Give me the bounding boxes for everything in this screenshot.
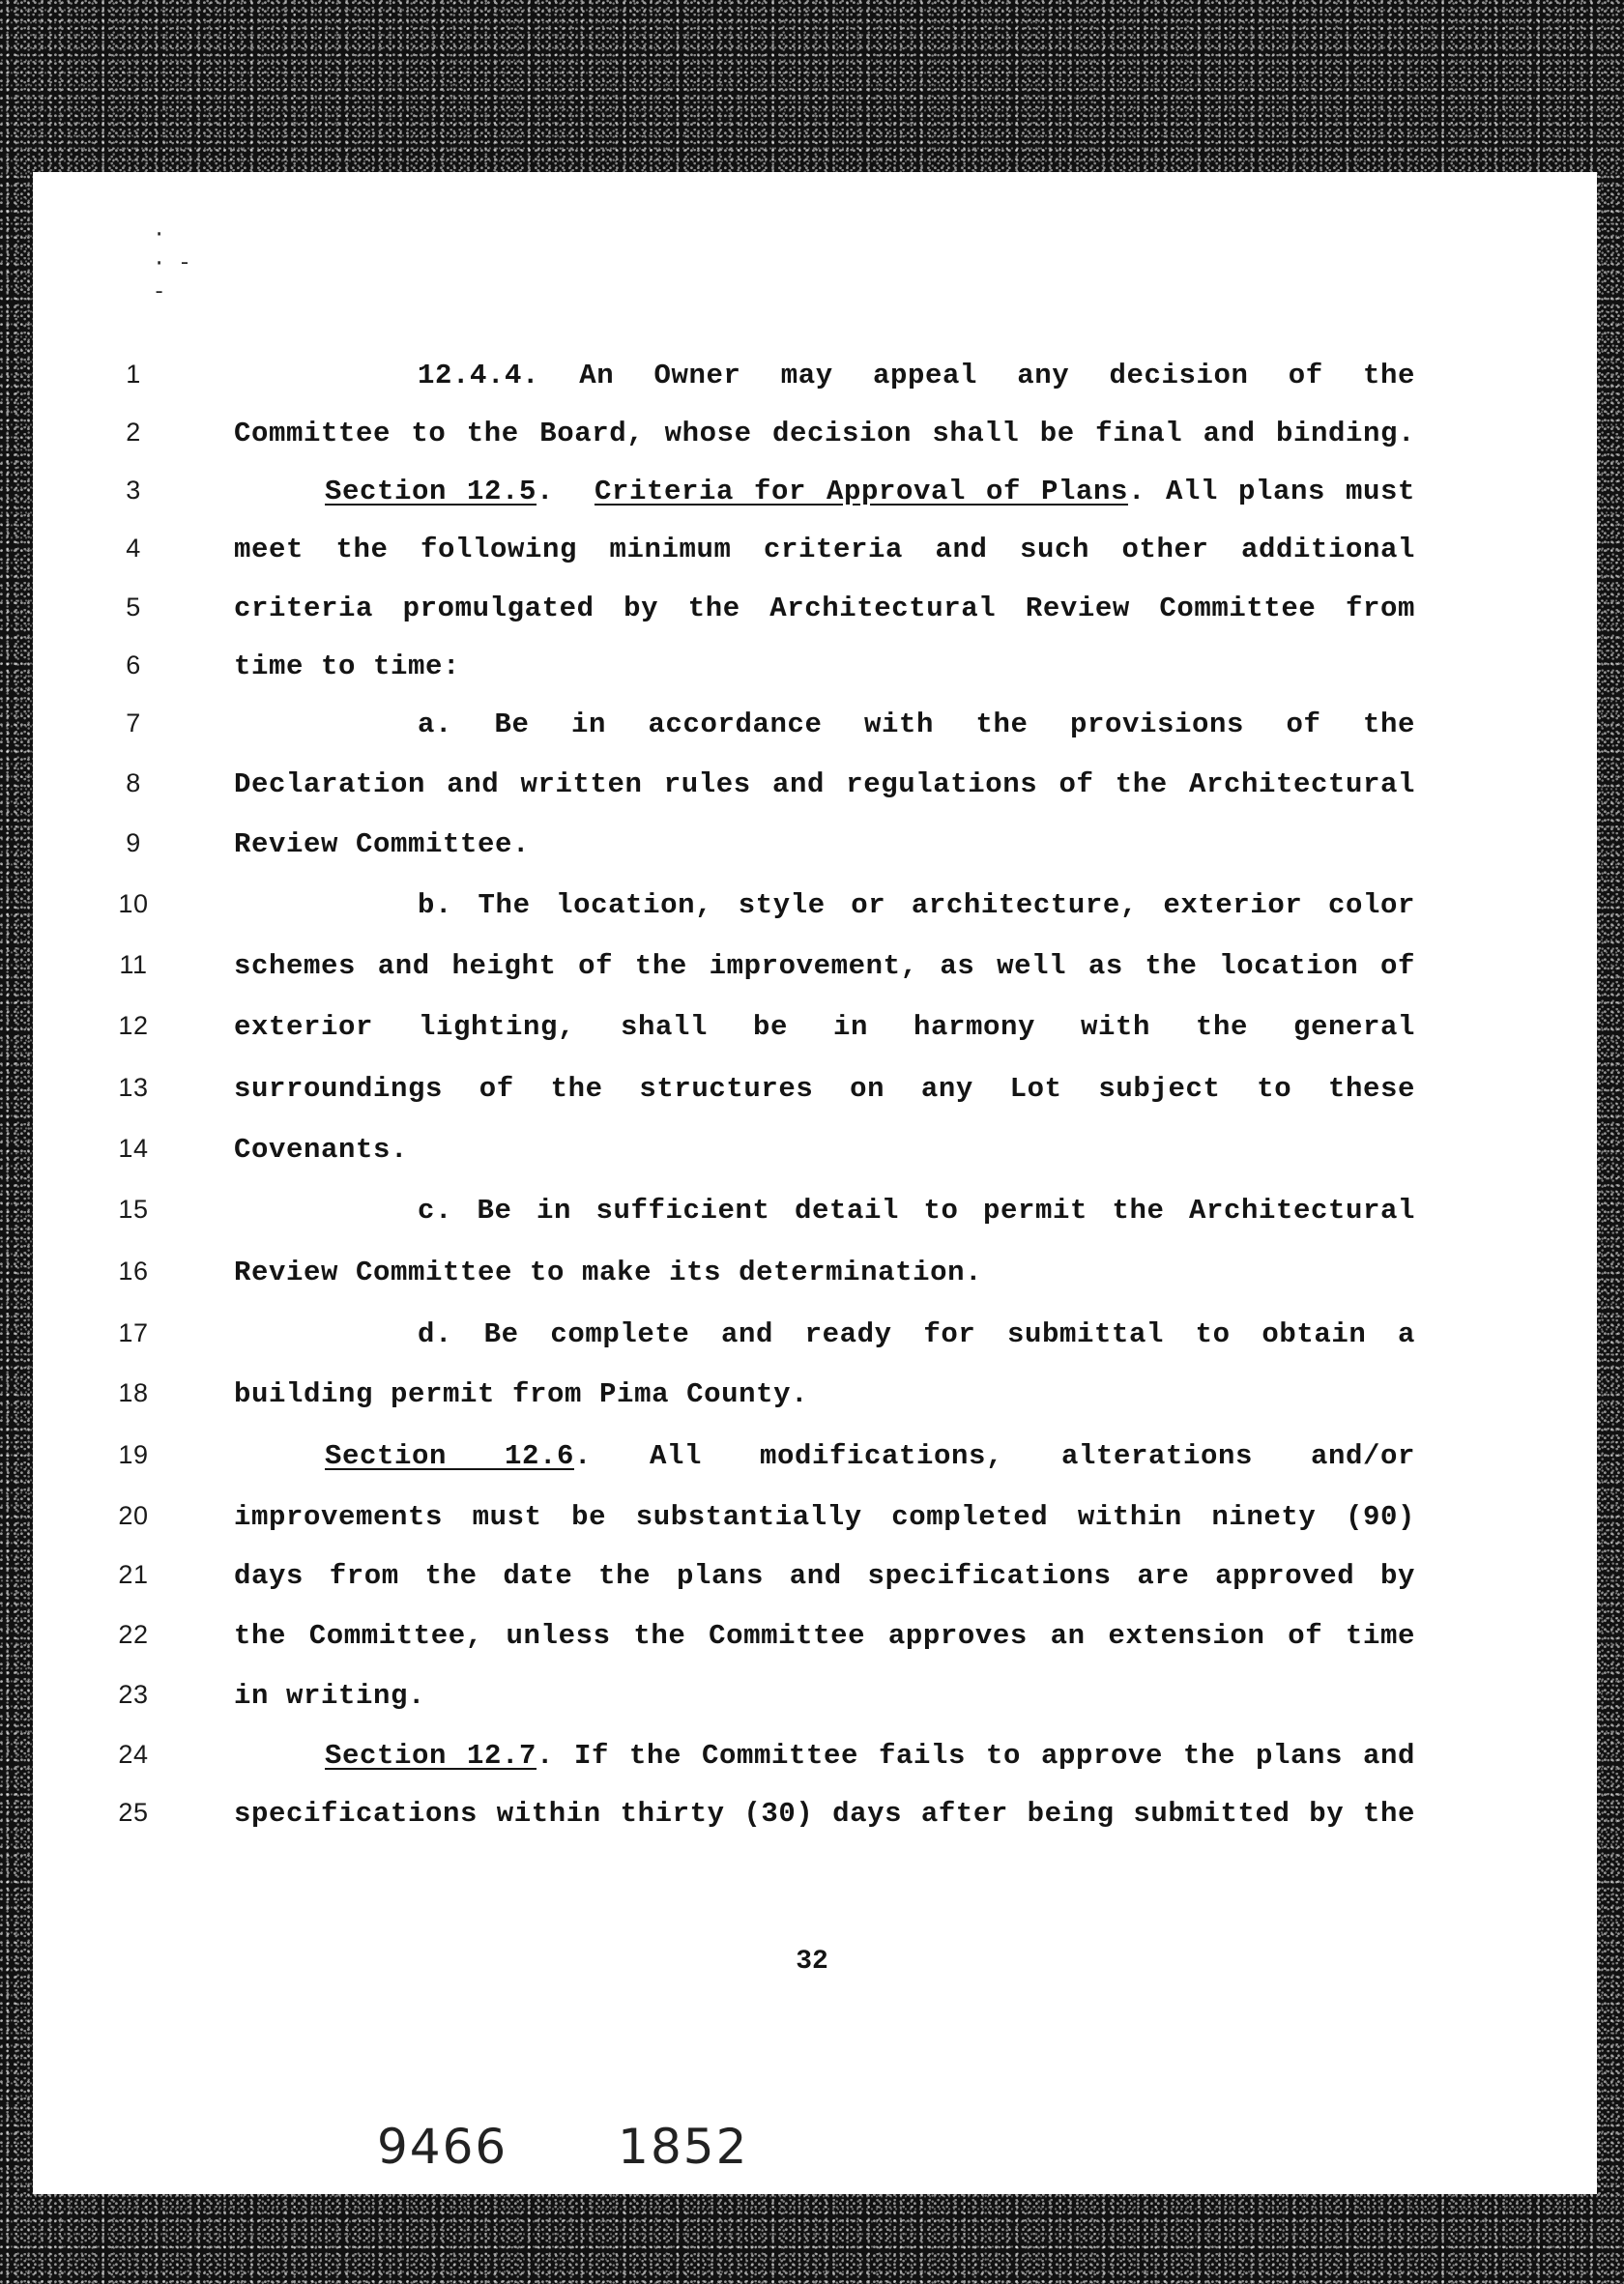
line-number: 16 [118, 1257, 149, 1286]
line-number: 1 [126, 360, 141, 389]
line-number: 24 [118, 1740, 149, 1769]
line-number: 19 [118, 1440, 149, 1469]
recording-book: 9466 [377, 2119, 508, 2175]
line-number: 25 [118, 1798, 149, 1827]
section-heading: Section 12.6 [325, 1440, 574, 1472]
line-number: 14 [118, 1134, 149, 1163]
line-text: c. Be in sufficient detail to permit the Architectural [418, 1195, 1415, 1227]
line-text: Declaration and written rules and regulations of the Architectural [234, 768, 1415, 800]
document-line [0, 1257, 1624, 1295]
document-line [0, 360, 1624, 398]
line-text: schemes and height of the improvement, as well as the location of [234, 950, 1415, 982]
line-number: 6 [126, 651, 141, 679]
line-text: improvements must be substantially completed within ninety (90) [234, 1501, 1415, 1533]
line-text: Review Committee to make its determination. [234, 1257, 983, 1288]
margin-mark: · [153, 222, 166, 246]
line-number: 10 [118, 889, 149, 918]
line-text: d. Be complete and ready for submittal to obtain a [418, 1318, 1415, 1350]
line-number: 23 [118, 1680, 149, 1709]
line-number: 13 [118, 1073, 149, 1102]
section-text: If the Committee fails to approve the plans and [554, 1740, 1415, 1772]
document-line [0, 651, 1624, 689]
section-text: All modifications, alterations and/or [592, 1440, 1415, 1472]
line-number: 9 [126, 828, 141, 857]
line-number: 2 [126, 418, 141, 447]
line-number: 8 [126, 768, 141, 797]
recording-stamp [377, 2119, 748, 2175]
document-line [0, 1440, 1624, 1479]
recording-page: 1852 [618, 2119, 749, 2175]
document-line [0, 1318, 1624, 1357]
heading-separator: . [536, 476, 594, 507]
line-number: 11 [119, 950, 148, 979]
document-line [0, 708, 1624, 747]
line-text: 12.4.4. An Owner may appeal any decision of the [418, 360, 1415, 391]
section-text: . All plans must [1128, 476, 1415, 507]
line-text: Committee to the Board, whose decision shall be final and binding. [234, 418, 1415, 449]
document-line [0, 1560, 1624, 1599]
page-number: 32 [796, 1947, 828, 1977]
section-heading: Section 12.5 [325, 476, 537, 507]
line-number: 12 [118, 1011, 149, 1040]
document-line [0, 1195, 1624, 1233]
document-line [0, 1740, 1624, 1778]
section-title: Criteria for Approval of Plans [594, 476, 1128, 507]
document-line [0, 593, 1624, 631]
document-line [0, 1073, 1624, 1112]
document-line [0, 1620, 1624, 1659]
line-text: meet the following minimum criteria and such other additional [234, 534, 1415, 565]
line-number: 3 [126, 476, 141, 505]
document-line [0, 1011, 1624, 1050]
document-line [0, 476, 1624, 514]
line-number: 17 [118, 1318, 149, 1347]
line-number: 4 [126, 534, 141, 563]
margin-mark: · - [153, 251, 191, 275]
document-line [0, 1378, 1624, 1417]
line-text: Review Committee. [234, 828, 531, 860]
line-text [325, 476, 1415, 507]
line-text: Covenants. [234, 1134, 409, 1166]
document-line [0, 828, 1624, 867]
document-line [0, 950, 1624, 989]
line-text: surroundings of the structures on any Lot subject to these [234, 1073, 1415, 1105]
document-line [0, 1501, 1624, 1540]
line-text: specifications within thirty (30) days after being submitted by the [234, 1798, 1415, 1830]
document-line [0, 534, 1624, 572]
line-number: 7 [126, 708, 141, 737]
line-number: 15 [118, 1195, 149, 1224]
line-text: b. The location, style or architecture, exterior color [418, 889, 1415, 921]
line-number: 20 [118, 1501, 149, 1530]
margin-mark: - [153, 280, 166, 304]
line-text: the Committee, unless the Committee approves an extension of time [234, 1620, 1415, 1652]
document-line [0, 889, 1624, 928]
line-number: 5 [126, 593, 141, 622]
document-line [0, 1680, 1624, 1719]
line-number: 21 [118, 1560, 149, 1589]
line-text: in writing. [234, 1680, 426, 1712]
line-text [325, 1440, 1415, 1472]
line-text: exterior lighting, shall be in harmony with the general [234, 1011, 1415, 1043]
document-line [0, 768, 1624, 807]
line-text: building permit from Pima County. [234, 1378, 809, 1410]
line-number: 22 [118, 1620, 149, 1649]
heading-separator: . [536, 1740, 555, 1772]
line-text: time to time: [234, 651, 461, 682]
heading-separator: . [574, 1440, 593, 1472]
line-text [325, 1740, 1415, 1772]
line-text: a. Be in accordance with the provisions of the [418, 708, 1415, 740]
line-number: 18 [118, 1378, 149, 1407]
section-heading: Section 12.7 [325, 1740, 537, 1772]
document-line [0, 1798, 1624, 1836]
document-line [0, 1134, 1624, 1172]
document-line [0, 418, 1624, 456]
line-text: days from the date the plans and specifications are approved by [234, 1560, 1415, 1592]
line-text: criteria promulgated by the Architectural Review Committee from [234, 593, 1415, 624]
margin-marks [153, 220, 191, 307]
